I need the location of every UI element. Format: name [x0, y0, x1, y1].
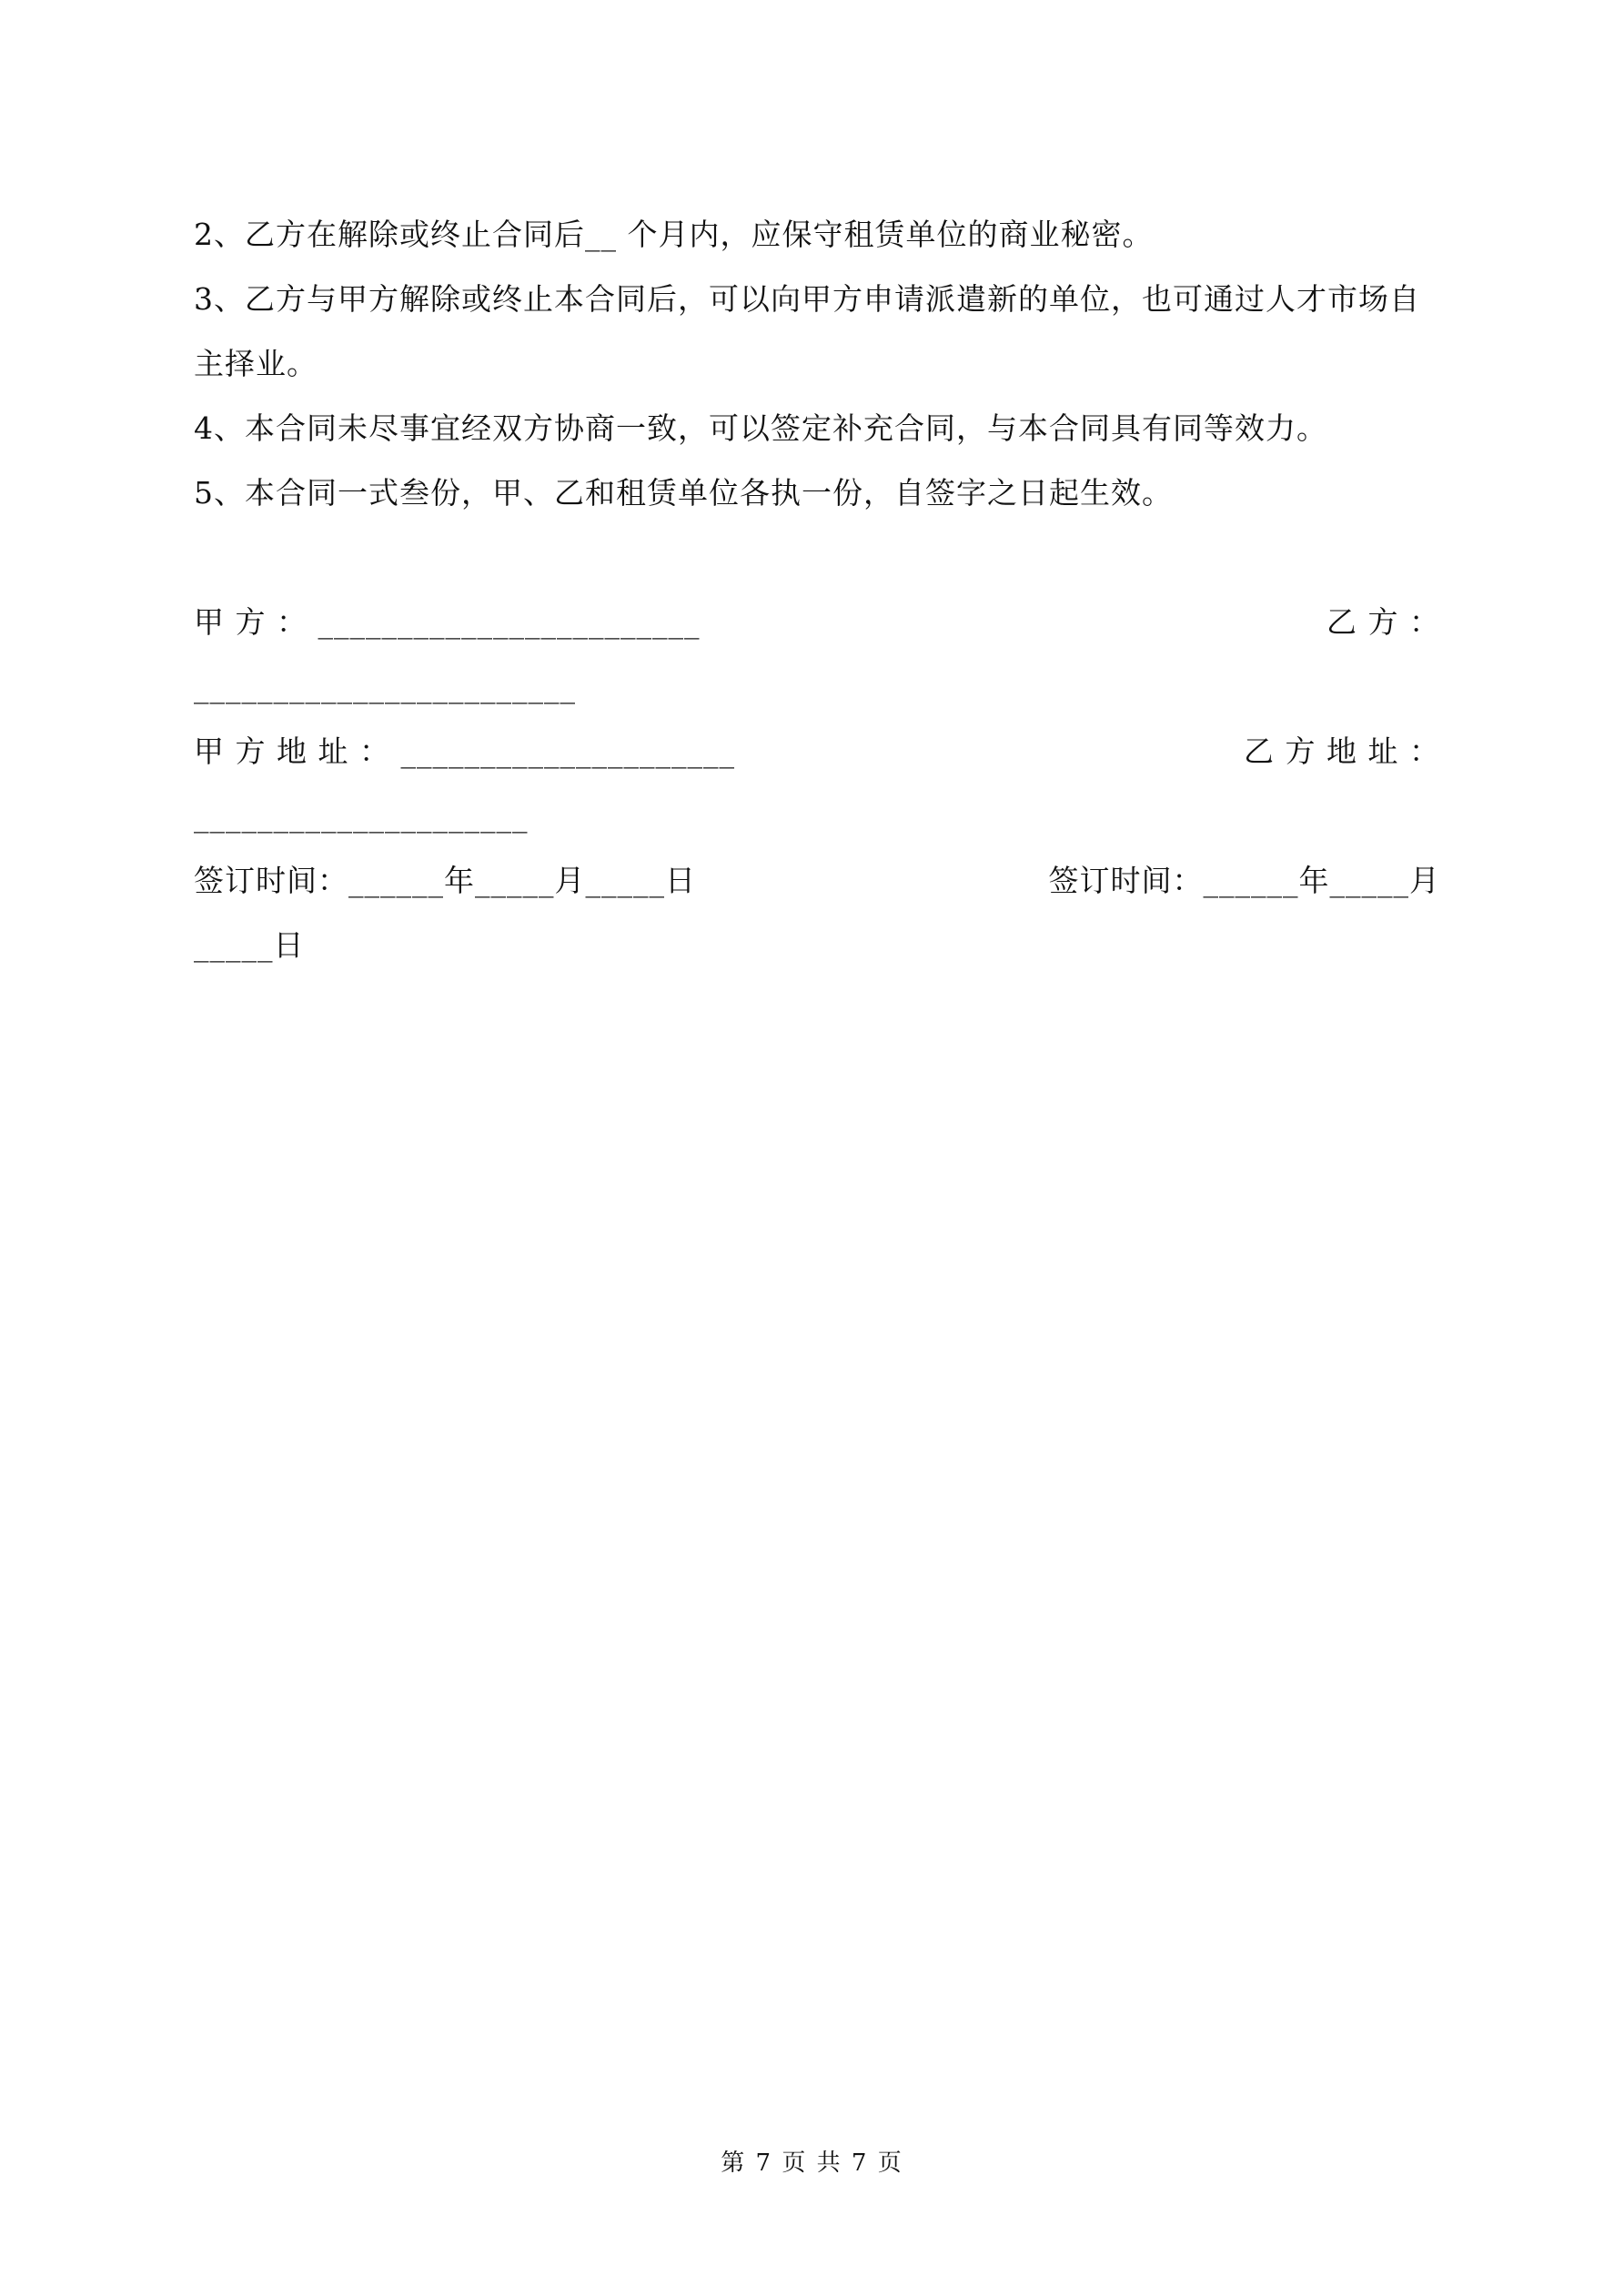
contract-body	[194, 202, 1440, 977]
party-b-signature-line-row	[194, 654, 1440, 719]
party-a-signature: 甲 方 ： ________________________	[194, 604, 701, 640]
party-a-address: 甲 方 地 址 ： _____________________	[194, 733, 735, 769]
clause-5: 5、本合同一式叁份，甲、乙和租赁单位各执一份，自签字之日起生效。	[194, 475, 1173, 511]
page-footer	[0, 2144, 1624, 2178]
address-row	[194, 719, 1440, 784]
party-b-signature-line: ________________________	[194, 669, 576, 704]
page-indicator: 第 7 页 共 7 页	[721, 2149, 903, 2177]
party-b-date-cont: _____日	[194, 927, 305, 963]
party-signature-row	[194, 590, 1440, 654]
clause-2: 2、乙方在解除或终止合同后__ 个月内，应保守租赁单位的商业秘密。	[194, 217, 1154, 252]
clause-3: 3、乙方与甲方解除或终止本合同后，可以向甲方申请派遣新的单位，也可通过人才市场自主择业。	[194, 281, 1420, 381]
party-b-address-label: 乙 方 地 址 ：	[1244, 733, 1440, 769]
party-b-label: 乙 方 ：	[1326, 604, 1440, 640]
party-b-address-line: _____________________	[194, 798, 529, 834]
date-row	[194, 848, 1440, 913]
clause-4: 4、本合同未尽事宜经双方协商一致，可以签定补充合同，与本合同具有同等效力。	[194, 410, 1327, 446]
party-b-address-line-row	[194, 784, 1440, 848]
party-a-date: 签订时间：______年_____月_____日	[194, 863, 696, 898]
party-b-date-cont-row	[194, 913, 1440, 977]
party-b-date: 签订时间：______年_____月	[1048, 863, 1440, 898]
spacer	[194, 525, 1440, 590]
